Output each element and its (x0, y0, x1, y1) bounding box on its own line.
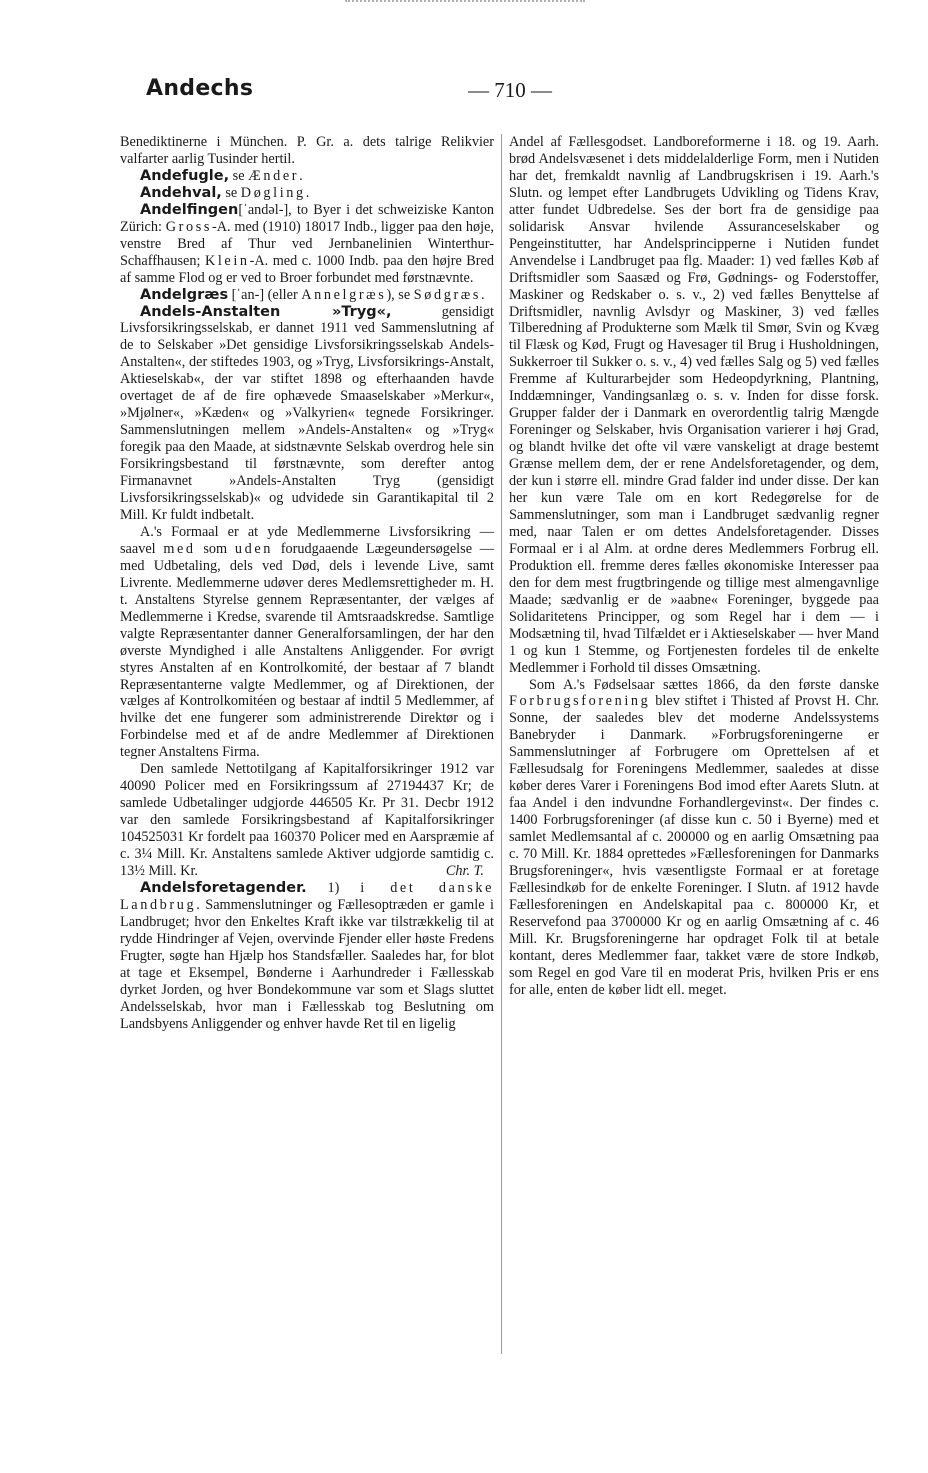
entry-paragraph: Den samlede Nettotilgang af Kapitalforsikringer 1912 var 40090 Policer med en Forsikringssum af 27194437 Kr; de samlede Udbetalinger udgjorde 446505 Kr. Pr 31. Decbr 1912 var den samlede Forsikringsbestand af Kapitalforsikringer 104525031 Kr fordelt paa 160370 Policer med en Aarspræmie af c. 3¼ Mill. Kr. Anstaltens samlede Aktiver udgjorde samtidig c. 13½ Mill. Kr. Chr. T. (120, 761, 494, 879)
page-header (0, 70, 928, 110)
column-right (509, 134, 879, 999)
author-signature: Chr. T. (445, 862, 484, 879)
headword: Andelfingen (140, 201, 239, 218)
entry-andefugle: Andefugle, se Ænder. (140, 167, 303, 184)
headword: Andels-Anstalten »Tryg«, (140, 303, 392, 320)
running-head-word: Andechs (146, 76, 254, 101)
headword: Andehval, (140, 184, 222, 201)
entry-andels-anstalten-tryg: Andels-Anstalten »Tryg«, gensidigt Livsforsikringsselskab, er dannet 1911 ved Sammenslutning af de to Selskaber »Det gensidige Livsforsikringsselskab Andels-Anstalten«, der stiftedes 1903, og »Tryg, Livsforsikrings-Anstalt, Aktieselskab«, der var stiftet 1898 og efterhaanden havde overtaget de af de fire ophævede Smaaselskaber »Merkur«, »Mjølner«, »Kæden« og »Valkyrien« tegnede Forsikringer. Sammenslutningen mellem »Andels-Anstalten« og »Tryg« foregik paa den Maade, at sidstnævnte Selskab overdrog hele sin Forsikringsbestand til førstnævnte, som derefter antog Firmanavnet »Andels-Anstalten Tryg (gensidigt Livsforsikringsselskab)« og udvidede sin Garantikapital til 2 Mill. Kr fuldt indbetalt. (120, 303, 494, 523)
headword: Andelsforetagender. (140, 879, 307, 896)
top-edge-mark (345, 0, 585, 7)
entry-paragraph: Som A.'s Fødselsaar sættes 1866, da den første danske Forbrugsforening blev stiftet i Thisted af Provst H. Chr. Sonne, der saaledes blev det moderne Andelssystems Banebryder i Danmark. »Forbrugsforeningerne er Sammenslutninger af Forbrugere om Oprettelsen af et Fællesudsalg for Foreningens Medlemmer, saaledes at disse køber deres Varer i Foreningens Bod imod efter Aarets Slutn. at faa Andel i den indvundne Forhandlergevinst«. Der findes c. 1400 Forbrugsforeninger (af disse kun c. 50 i Byerne) med et samlet Medlemsantal af c. 200000 og en aarlig Omsætning paa c. 70 Mill. Kr. 1884 oprettedes »Fællesforeningen for Danmarks Brugsforeninger«, hvis væsentligste Formaal er at foretage Fællesindkøb for de enkelte Foreninger. I Slutn. af 1912 havde Fællesforeningen en Andelskapital paa c. 800000 Kr, et Reservefond paa 3700000 Kr og en aarlig Omsætning af c. 46 Mill. Kr. Brugsforeningerne har opdraget Folk til at betale kontant, deres Medlemmer faar, takket være de store Indkøb, som Regel en god Vare til en moderat Pris, hvilken Pris er ens for alle, enten de køber lidt ell. meget. (509, 676, 879, 998)
column-left (120, 134, 494, 1033)
column-rule (501, 134, 502, 1354)
entry-continuation: Benediktinerne i München. P. Gr. a. dets talrige Relikvier valfarter aarlig Tusinder hertil. (120, 134, 494, 167)
entry-andelgraes: Andelgræs [ˈan-] (eller Annelgræs), se Sødgræs. (140, 286, 485, 303)
page-number: — 710 — (468, 78, 552, 102)
headword: Andelgræs (140, 286, 229, 303)
entry-continuation: Andel af Fællesgodset. Landboreformerne i 18. og 19. Aarh. brød Andelsvæsenet i dets middelalderlige Form, men i Nutiden har det, fremkaldt navnlig af Landbrugskrisen i 19. Aarh.'s Slutn. og lempet efter Landbrugets Udvikling og Tidens Krav, atter fundet Udbredelse. Ses der bort fra de gensidige paa solidarisk Ansvar hvilende Assuranceselskaber og Pengeinstitutter, har Andelsprincipperne i Nutiden fundet Anvendelse i Landbruget paa flg. Maader: 1) ved fælles Køb af Driftsmidler som Saasæd og Frø, Gødnings- og Foderstoffer, Maskiner og Redskaber o. s. v., 2) ved fælles Benyttelse af Driftsmidler, navnlig Avlsdyr og Maskiner, 3) ved fælles Tilberedning af Produkterne som Mælk til Smør, Svin og Kvæg til Flæsk og Kød, Frugt og Havesager til Brug i Husholdningen, Sukkerroer til Sukker o. s. v., 4) ved fælles Salg og 5) ved fælles Fremme af Kulturarbejder som Hedeopdyrkning, Plantning, Inddæmninger, Vandingsanlæg o. s. v. Inden for disse forsk. Grupper falder der i Danmark en overordentlig talrig Mængde Foreninger og Selskaber, hvis Organisation varierer i høj Grad, og blandt hvilke det ofte vil være vanskeligt at drage bestemt Grænse mellem dem, der er rene Andelsforetagender, og dem, der kun i større ell. mindre Grad falder ind under disse. Der kan her kun være Tale om en kort Redegørelse for de Sammenslutninger, som man i Landbruget sædvanlig regner med, naar Talen er om dettes Andelsforetagender. Disses Formaal er i al Alm. at ordne deres Medlemmers Forbrug ell. Produktion ell. fremme deres fælles økonomiske Interesser paa den for dem mest frugtbringende og tillige mest almengavnlige Maade; sædvanlig er de »aabne« Foreninger, byggede paa Solidaritetens Principper, og som Regel har i dem — i Modsætning til, hvad Tilfældet er i Aktieselskaber — hver Mand 1 og kun 1 Stemme, og Fortjenesten fordeles til de enkelte Medlemmer i Forhold til disses Omsætning. (509, 134, 879, 676)
headword: Andefugle, (140, 167, 230, 184)
entry-andelsforetagender: Andelsforetagender. 1) i det danske Landbrug. Sammenslutninger og Fællesoptræden er gamle i Landbruget; hvor den Enkeltes Kraft ikke var tilstrækkelig til at rydde Hindringer af Vejen, overvinde Fjender eller høste Fredens Frugter, søgte han Hjælp hos Standsfæller. Saaledes har, for blot at tage et Eksempel, Bønderne i Aarhundreder i Fællesskab dyrket Jorden, og hver Bondekommune var som et Slags sluttet Andelsselskab, hvor man i Fællesskab tog Beslutning om Landsbyens Anliggender og enhver havde Ret til en ligelig (120, 879, 495, 1032)
entry-andehval: Andehval, se Døgling. (140, 184, 310, 201)
entry-andelfingen: Andelfingen[ˈandəl-], to Byer i det schweiziske Kanton Zürich: Gross-A. med (1910) 18017 Indb., ligger paa den høje, venstre Bred af Thur ved Jernbanelinien Winterthur-Schaffhausen; Klein-A. med c. 1000 Indb. paa den højre Bred af samme Flod og er ved to Broer forbundet med førstnævnte. (120, 201, 494, 286)
entry-paragraph: A.'s Formaal er at yde Medlemmerne Livsforsikring — saavel med som uden forudgaaende Lægeundersøgelse — med Udbetaling, dels ved Død, dels i levende Live, samt Livrente. Medlemmerne udøver deres Medlemsrettigheder m. H. t. Anstaltens Styrelse gennem Repræsentanter, der vælges af Medlemmerne i Kredse, svarende til Amtsraadskredse. Samtlige valgte Repræsentanter danner Generalforsamlingen, der har den øverste Myndighed i alle Anstaltens Anliggender. For øvrigt styres Anstalten af en Kontrolkomité, der bestaar af 7 blandt Repræsentanterne valgte Medlemmer, og af Direktionen, der vælges af Kontrolkomitéen og bestaar af indtil 5 Medlemmer, af hvilke det ene fungerer som administrerende Direktør og i Forbindelse med et af de andre Medlemmer af Direktionen tegner Anstaltens Firma. (120, 523, 494, 761)
